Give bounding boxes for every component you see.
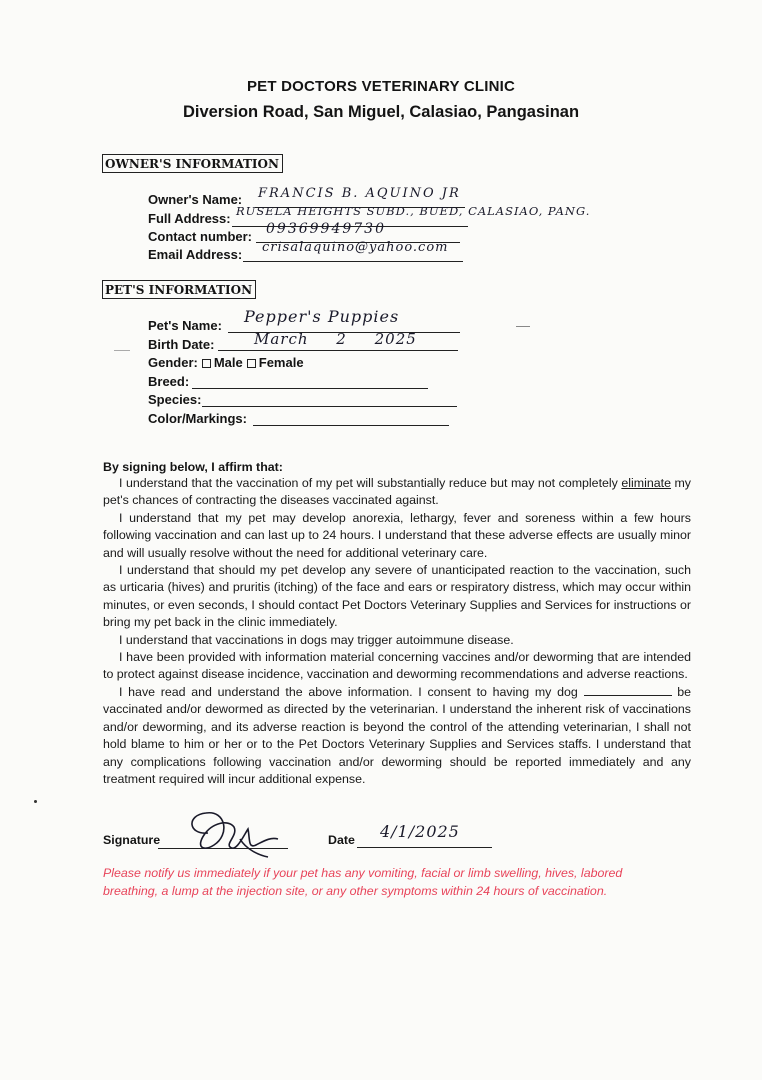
female-checkbox[interactable] [247,359,256,368]
consent-intro: By signing below, I affirm that: [103,460,283,474]
consent-paragraph-5: I have been provided with information material concerning vaccines and/or deworming that are intended to protect against disease incidence, vaccination and deworming recommendations and adverse reactions. [103,650,691,682]
owner-name-label: Owner's Name: [148,192,243,207]
male-label: Male [213,355,243,370]
date-label: Date [328,833,355,847]
date-value: 4/1/2025 [380,822,460,841]
consent-paragraph-3: I understand that should my pet develop any severe of unanticipated reaction to the vaccination, such as urticaria (hives) and pruritis (itching) of the face and ears or respiratory distress, which may occur within minutes, or even seconds, I should contact Pet Doctors Veterinary Supplies and Services for instructions or bring my pet back in the clinic immediately. [103,563,691,630]
email-address-label: Email Address: [148,247,243,262]
breed-line[interactable] [192,372,428,389]
birth-date-value: March 2 2025 [254,330,417,348]
consent-p6-b: be vaccinated and/or dewormed as directed by the veterinarian. I understand the inherent risk of vaccinations and/or deworming, and its adverse reaction is beyond the control of the attending veterinarian, I shall not hold blame to him or her or to the Pet Doctors Veterinary Supplies and Services staffs. I understand that any complications following vaccination and/or deworming should be reported immediately and any treatment required will incur additional expense. [103,684,692,786]
consent-paragraph-4: I understand that vaccinations in dogs may trigger autoimmune disease. [119,632,514,647]
male-checkbox[interactable] [202,359,211,368]
birth-date-label: Birth Date: [148,337,215,352]
contact-number-label: Contact number: [148,229,252,244]
consent-paragraph-1 [103,475,691,510]
owner-section-title: OWNER'S INFORMATION [102,154,283,173]
consent-p6-a: I have read and understand the above information. I consent to having my dog [119,684,584,699]
consent-p1-a: I understand that the vaccination of my pet will substantially reduce but may not completely [119,476,622,490]
gender-row [148,354,304,372]
pet-section-title: PET'S INFORMATION [102,280,256,299]
species-label: Species: [148,392,202,407]
pet-name-label: Pet's Name: [148,318,222,333]
full-address-label: Full Address: [148,211,231,226]
scan-mark [516,326,530,327]
consent-p1-b: my pet's chances of contracting the diseases vaccinated against. [103,476,691,508]
signature-label: Signature [103,833,161,847]
consent-p1-underline: eliminate [621,476,671,490]
female-label: Female [258,355,304,370]
clinic-name: PET DOCTORS VETERINARY CLINIC [246,78,516,95]
full-address-value: RUSELA HEIGHTS SUBD., BUED, CALASIAO, PANG. [236,204,591,218]
consent-paragraph-2: I understand that my pet may develop anorexia, lethargy, fever and soreness within a few hours following vaccination and can last up to 24 hours. I understand that these adverse effects are usually minor and will usually resolve without the need for additional veterinary care. [103,510,691,560]
owner-name-value: FRANCIS B. AQUINO JR [258,186,461,201]
consent-paragraph-6 [103,684,691,788]
dog-name-blank[interactable] [584,684,672,696]
email-address-value: crisalaquino@yahoo.com [262,240,449,255]
gender-label: Gender: [148,355,198,370]
color-markings-label: Color/Markings: [148,411,247,426]
consent-body [103,475,691,788]
color-markings-line[interactable] [253,409,449,426]
pet-name-value: Pepper's Puppies [244,307,400,326]
clinic-address: Diversion Road, San Miguel, Calasiao, Pangasinan [182,103,580,121]
species-line[interactable] [202,390,457,407]
breed-label: Breed: [148,374,190,389]
contact-number-value: 09369949730 [266,221,386,237]
vaccination-notice: Please notify us immediately if your pet has any vomiting, facial or limb swelling, hives, labored breathing, a lump at the injection site, or any other symptoms within 24 hours of vaccination. [103,866,623,898]
signature-scribble [178,805,298,863]
scan-speck [34,800,37,803]
scan-mark [114,350,130,351]
